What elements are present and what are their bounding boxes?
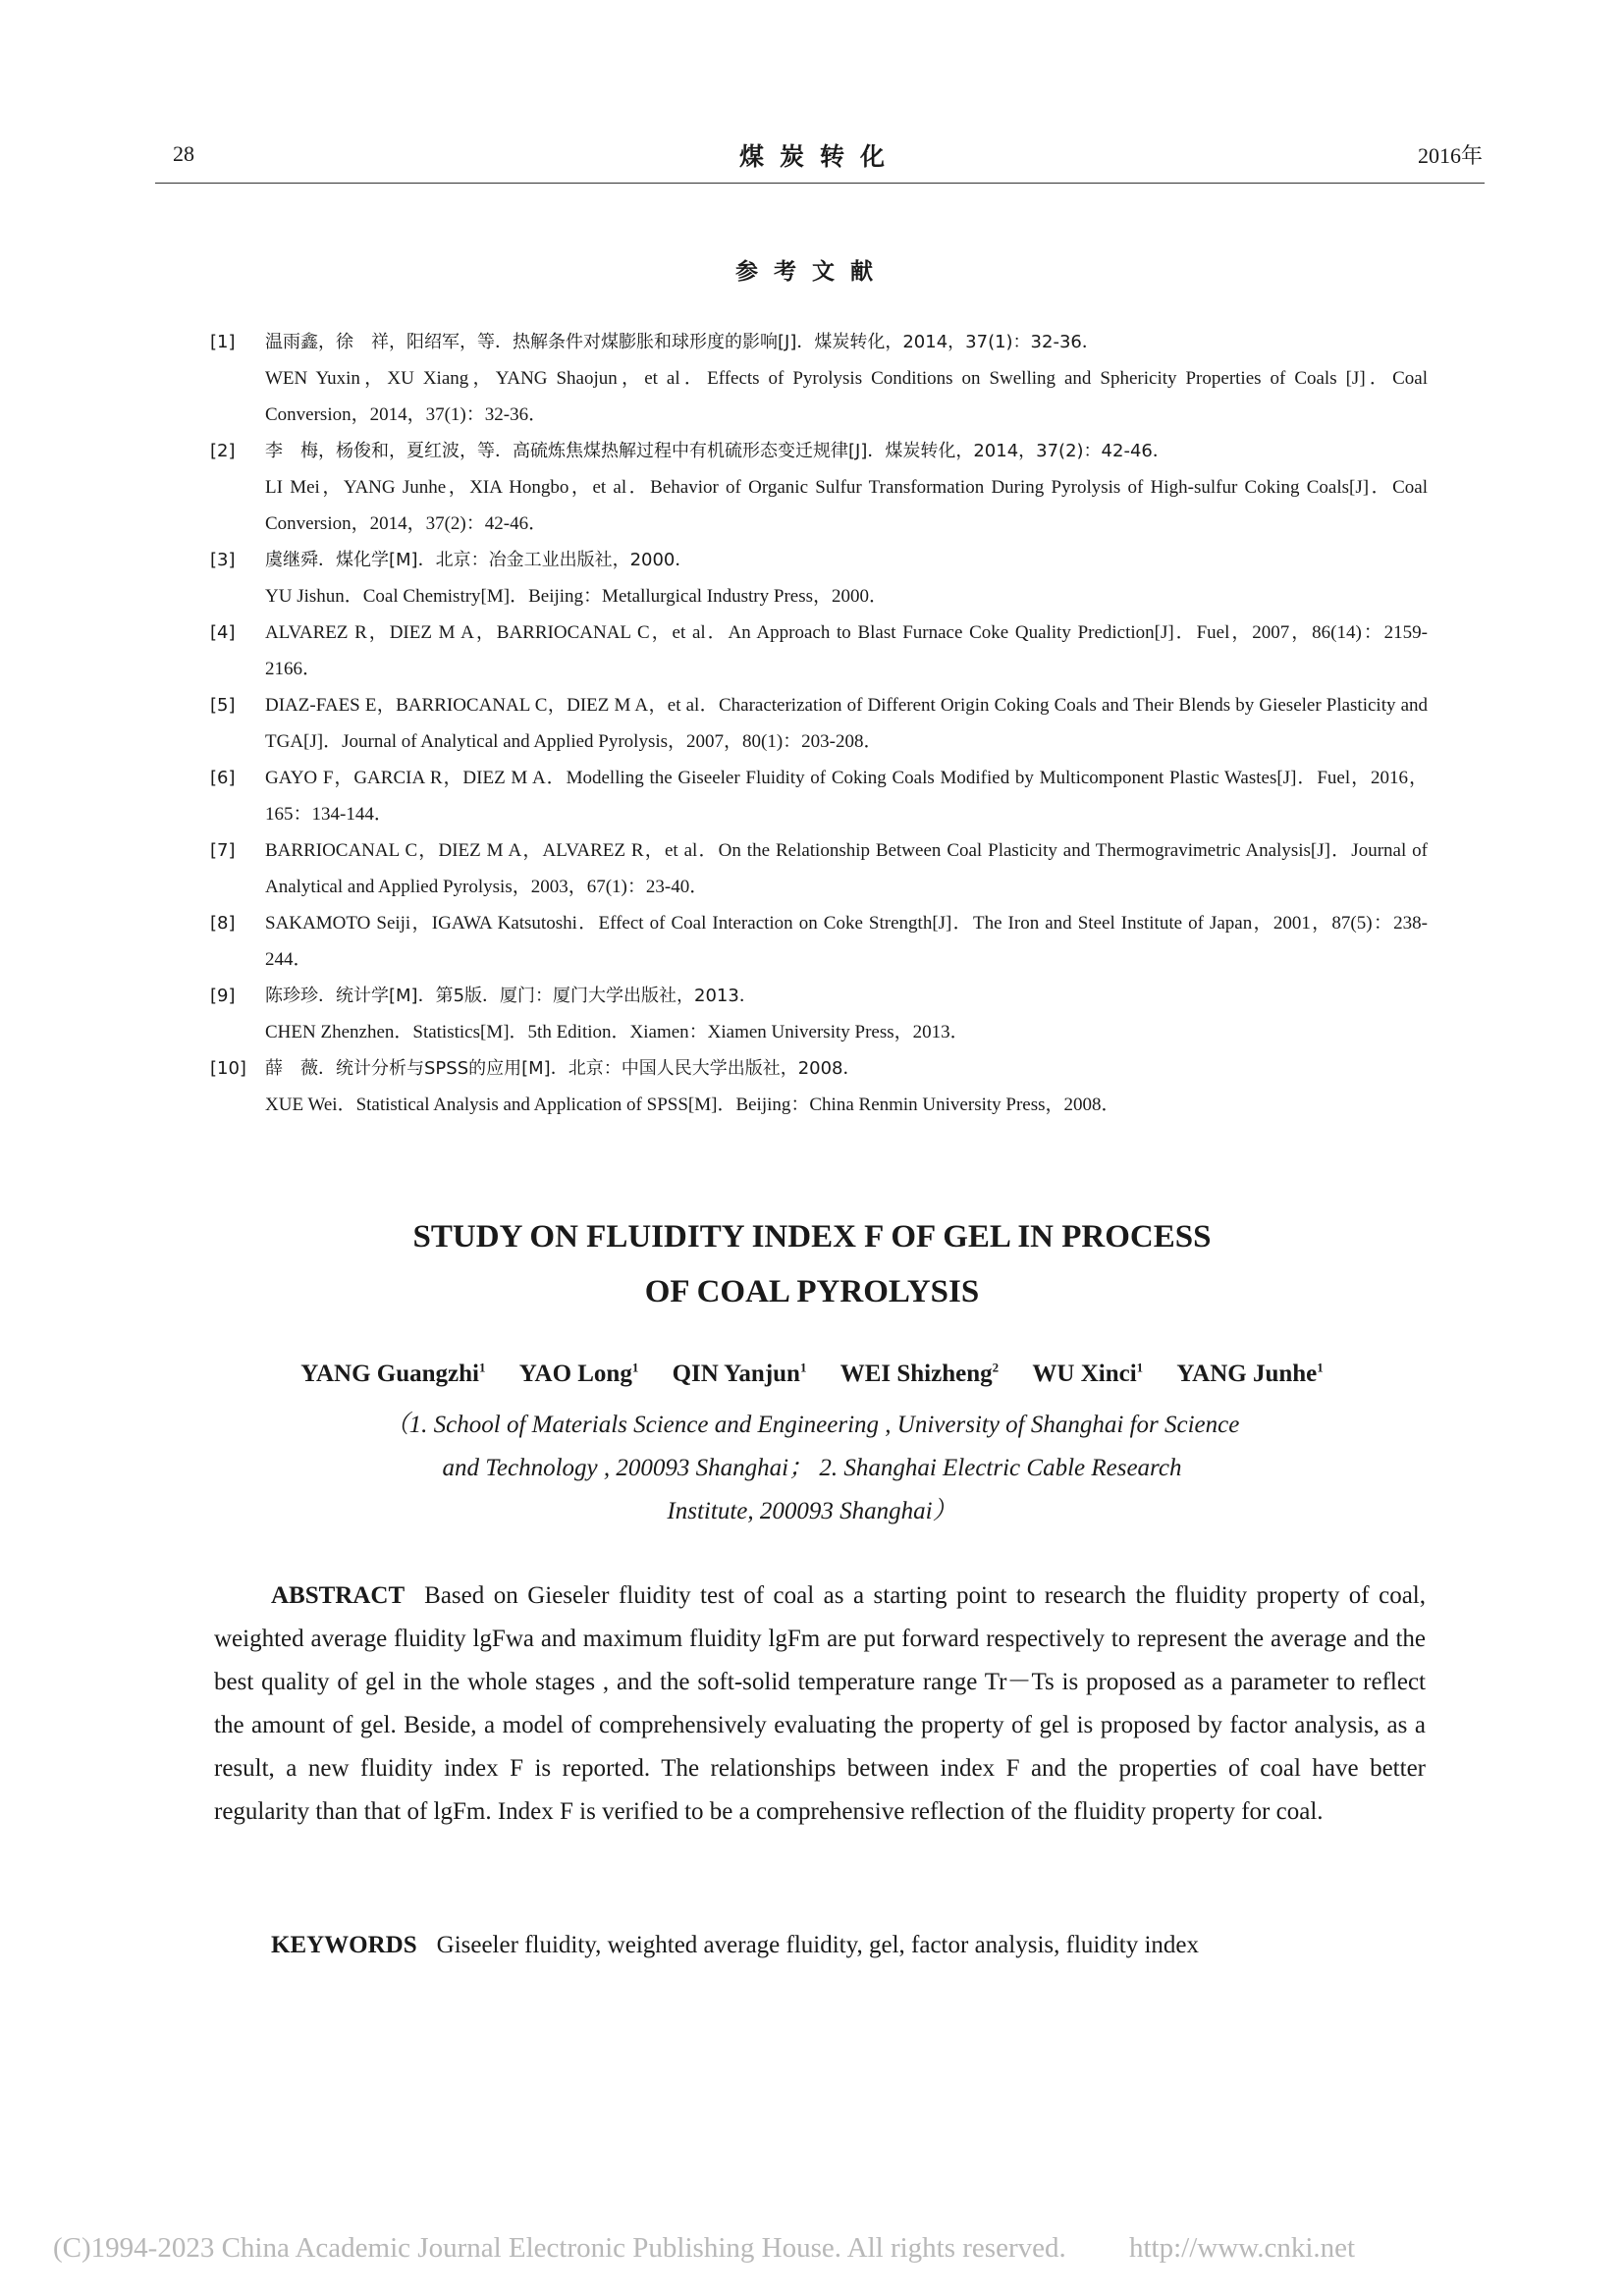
author-name: WU Xinci: [1032, 1361, 1137, 1388]
author-affiliation-mark: 1: [799, 1361, 807, 1375]
author-name: WEI Shizheng: [839, 1361, 993, 1388]
author-affiliation-mark: 2: [992, 1361, 1000, 1375]
author-list: [0, 1361, 1624, 1388]
reference-number: [6]: [210, 768, 236, 788]
reference-item: [210, 832, 1428, 905]
copyright-notice: (C)1994-2023 China Academic Journal Electronic Publishing House. All rights reserved.: [53, 2232, 1066, 2264]
reference-number: [1]: [210, 332, 236, 352]
reference-text-en: XUE Wei．Statistical Analysis and Application of SPSS[M]．Beijing：China Renmin University Press，2008．: [265, 1095, 1120, 1115]
keywords-text: Giseeler fluidity, weighted average fluidity, gel, factor analysis, fluidity index: [436, 1932, 1200, 1958]
affiliation-line: （1. School of Materials Science and Engineering , University of Shanghai for Science: [384, 1412, 1240, 1438]
keywords-label: KEYWORDS: [271, 1932, 417, 1958]
reference-item: [210, 1050, 1428, 1123]
reference-text-en: YU Jishun．Coal Chemistry[M]．Beijing：Metallurgical Industry Press，2000．: [265, 586, 888, 607]
reference-text-en: BARRIOCANAL C，DIEZ M A，ALVAREZ R，et al．On the Relationship Between Coal Plasticity and Thermogravimetric Analysis[J]．Journal of Analytical and Applied Pyrolysis，2003，67(1)：23-40．: [265, 840, 1428, 897]
reference-item: [210, 324, 1428, 433]
reference-number: [5]: [210, 695, 236, 716]
reference-text-en: CHEN Zhenzhen．Statistics[M]．5th Edition．Xiamen：Xiamen University Press，2013．: [265, 1022, 969, 1042]
reference-text-cn: 薛 薇．统计分析与SPSS的应用[M]．北京：中国人民大学出版社，2008．: [265, 1058, 861, 1079]
reference-text-cn: 李 梅，杨俊和，夏红波，等．高硫炼焦煤热解过程中有机硫形态变迁规律[J]．煤炭转化，2014，37(2)：42-46．: [265, 441, 1170, 461]
title-line: OF COAL PYROLYSIS: [644, 1274, 980, 1309]
reference-number: [4]: [210, 622, 236, 643]
reference-number: [10]: [210, 1058, 246, 1079]
page-number: 28: [173, 141, 194, 166]
reference-text-cn: 虞继舜．煤化学[M]．北京：冶金工业出版社，2000．: [265, 550, 693, 570]
reference-item: [210, 687, 1428, 760]
reference-text-cn: 温雨鑫，徐 祥，阳绍军，等．热解条件对煤膨胀和球形度的影响[J]．煤炭转化，2014，37(1)：32-36．: [265, 332, 1100, 352]
abstract-label: ABSTRACT: [271, 1582, 406, 1609]
reference-text-en: ALVAREZ R，DIEZ M A，BARRIOCANAL C，et al．An Approach to Blast Furnace Coke Quality Prediction[J]．Fuel，2007，86(14)：2159-2166．: [265, 622, 1428, 679]
reference-number: [8]: [210, 913, 236, 934]
reference-item: [210, 760, 1428, 832]
affiliation-line: and Technology , 200093 Shanghai； 2. Shanghai Electric Cable Research: [442, 1455, 1182, 1481]
author-affiliation-mark: 1: [479, 1361, 486, 1375]
abstract: [214, 1575, 1426, 1834]
reference-number: [3]: [210, 550, 236, 570]
reference-text-en: DIAZ-FAES E，BARRIOCANAL C，DIEZ M A，et al．Characterization of Different Origin Coking Coals and Their Blends by Gieseler Plasticity and TGA[J]．Journal of Analytical and Applied Pyrolysis，2007，80(1)：203-208．: [265, 695, 1428, 752]
reference-item: [210, 614, 1428, 687]
reference-list: [210, 324, 1428, 1123]
reference-item: [210, 542, 1428, 614]
author-name: QIN Yanjun: [672, 1361, 800, 1388]
author: [1176, 1361, 1323, 1387]
reference-number: [9]: [210, 986, 236, 1006]
affiliation-line: Institute, 200093 Shanghai）: [667, 1498, 957, 1524]
reference-number: [2]: [210, 441, 236, 461]
reference-item: [210, 905, 1428, 978]
reference-item: [210, 978, 1428, 1050]
references-heading: 参考文献: [735, 258, 889, 285]
author-name: YANG Junhe: [1176, 1361, 1318, 1388]
keywords: [214, 1924, 1426, 1967]
author: [673, 1361, 807, 1387]
author-name: YANG Guangzhi: [300, 1361, 479, 1388]
journal-name: 煤炭转化: [738, 142, 900, 171]
author: [300, 1361, 485, 1387]
reference-text-en: WEN Yuxin，XU Xiang，YANG Shaojun，et al．Effects of Pyrolysis Conditions on Swelling and Sphericity Properties of Coals [J]．Coal Conversion，2014，37(1)：32-36．: [265, 368, 1428, 425]
reference-text-en: SAKAMOTO Seiji，IGAWA Katsutoshi．Effect of Coal Interaction on Coke Strength[J]．The Iron and Steel Institute of Japan，2001，87(5)：238-244．: [265, 913, 1428, 970]
author-name: YAO Long: [518, 1361, 632, 1388]
author-affiliation-mark: 1: [1317, 1361, 1324, 1375]
abstract-text: Based on Gieseler fluidity test of coal as a starting point to research the fluidity property of coal, weighted average fluidity lgFwa and maximum fluidity lgFm are put forward respectively to represent the average and the best quality of gel in the whole stages , and the soft-solid temperature range Tr－Ts is proposed as a parameter to reflect the amount of gel. Beside, a model of comprehensively evaluating the property of gel is proposed by factor analysis, as a result, a new fluidity index F is reported. The relationships between index F and the properties of coal have better regularity than that of lgFm. Index F is verified to be a comprehensive reflection of the fluidity property for coal.: [214, 1582, 1426, 1825]
author-affiliation-mark: 1: [1136, 1361, 1144, 1375]
title-line: STUDY ON FLUIDITY INDEX F OF GEL IN PROCESS: [412, 1219, 1212, 1255]
affiliations: [0, 1404, 1624, 1533]
reference-text-en: GAYO F，GARCIA R，DIEZ M A．Modelling the Giseeler Fluidity of Coking Coals Modified by Multicomponent Plastic Wastes[J]．Fuel，2016，165：134-144．: [265, 768, 1428, 825]
reference-number: [7]: [210, 840, 236, 861]
page-header: [155, 135, 1485, 184]
author: [1032, 1361, 1143, 1387]
reference-text-cn: 陈珍珍．统计学[M]．第5版．厦门：厦门大学出版社，2013．: [265, 986, 757, 1006]
author-affiliation-mark: 1: [631, 1361, 639, 1375]
journal-year: 2016年: [1417, 143, 1483, 168]
author: [840, 1361, 999, 1387]
reference-item: [210, 433, 1428, 542]
reference-text-en: LI Mei，YANG Junhe，XIA Hongbo，et al．Behavior of Organic Sulfur Transformation During Pyrolysis of High-sulfur Coking Coals[J]．Coal Conversion，2014，37(2)：42-46．: [265, 477, 1428, 534]
footer-url[interactable]: http://www.cnki.net: [1129, 2232, 1356, 2264]
author: [519, 1361, 639, 1387]
article-title: [0, 1209, 1624, 1319]
